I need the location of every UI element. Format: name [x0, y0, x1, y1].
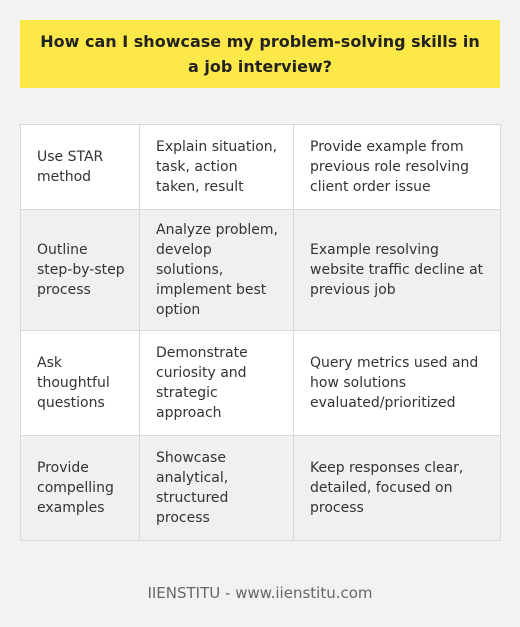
table-row: [21, 436, 501, 541]
method-cell: Use STAR method: [21, 125, 140, 210]
example-cell: Query metrics used and how solutions evaluated/prioritized: [294, 331, 501, 436]
table-row: [21, 125, 501, 210]
method-cell: Provide compelling examples: [21, 436, 140, 541]
description-cell: Demonstrate curiosity and strategic approach: [140, 331, 294, 436]
method-cell: Ask thoughtful questions: [21, 331, 140, 436]
table-row: [21, 331, 501, 436]
example-cell: Keep responses clear, detailed, focused on process: [294, 436, 501, 541]
example-cell: Provide example from previous role resolving client order issue: [294, 125, 501, 210]
footer-credit: IIENSTITU - www.iienstitu.com: [147, 584, 373, 602]
example-cell: Example resolving website traffic decline at previous job: [294, 210, 501, 331]
title-banner: [20, 20, 500, 88]
description-cell: Analyze problem, develop solutions, implement best option: [140, 210, 294, 331]
method-cell: Outline step-by-step process: [21, 210, 140, 331]
description-cell: Explain situation, task, action taken, result: [140, 125, 294, 210]
tips-table: [20, 124, 501, 541]
page-title: How can I showcase my problem-solving skills in a job interview?: [40, 32, 480, 76]
description-cell: Showcase analytical, structured process: [140, 436, 294, 541]
table-row: [21, 210, 501, 331]
